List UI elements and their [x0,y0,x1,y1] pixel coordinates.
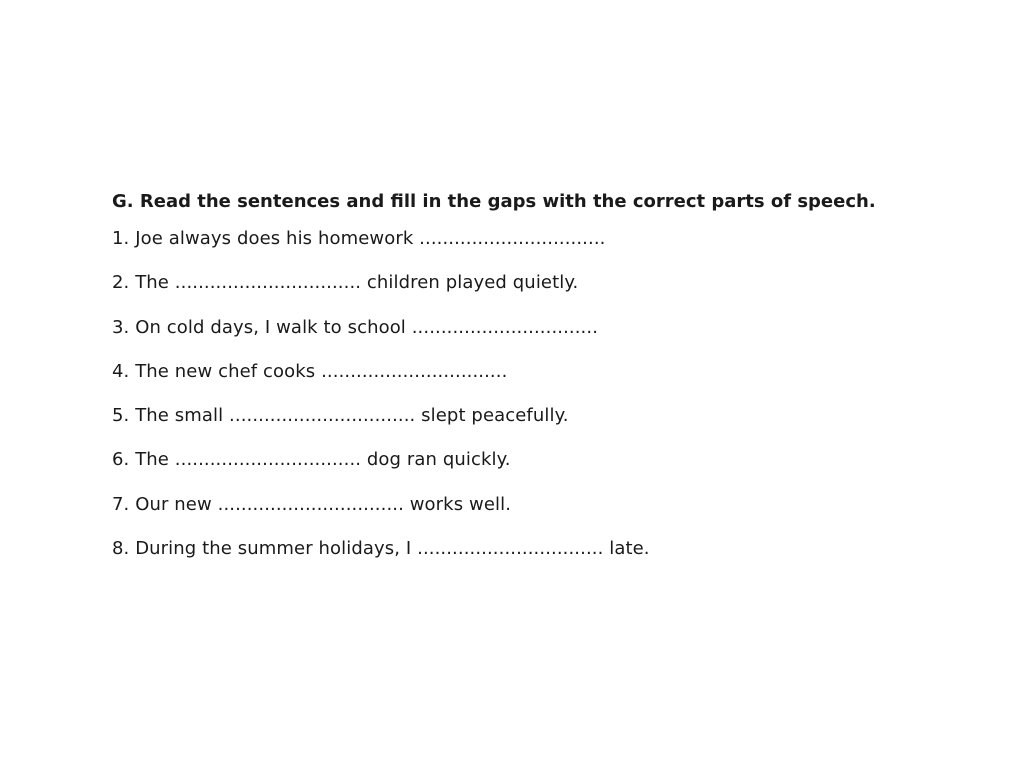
worksheet [112,188,992,580]
sentence-item-7: 7. Our new ................................ works well. [112,493,512,515]
sentence-item-5: 5. The small ................................ slept peacefully. [112,405,569,427]
sentence-list [112,226,992,580]
exercise-heading: G. Read the sentences and fill in the gaps with the correct parts of speech. [112,191,876,212]
sentence-item-8: 8. During the summer holidays, I ................................ late. [112,538,650,560]
sentence-item-1: 1. Joe always does his homework ................................ [112,228,606,249]
sentence-item-2: 2. The ................................ children played quietly. [112,272,579,294]
sentence-item-6: 6. The ................................ dog ran quickly. [112,449,511,471]
sentence-item-4: 4. The new chef cooks ................................ [112,360,508,382]
sentence-item-3: 3. On cold days, I walk to school ................................ [112,316,599,338]
